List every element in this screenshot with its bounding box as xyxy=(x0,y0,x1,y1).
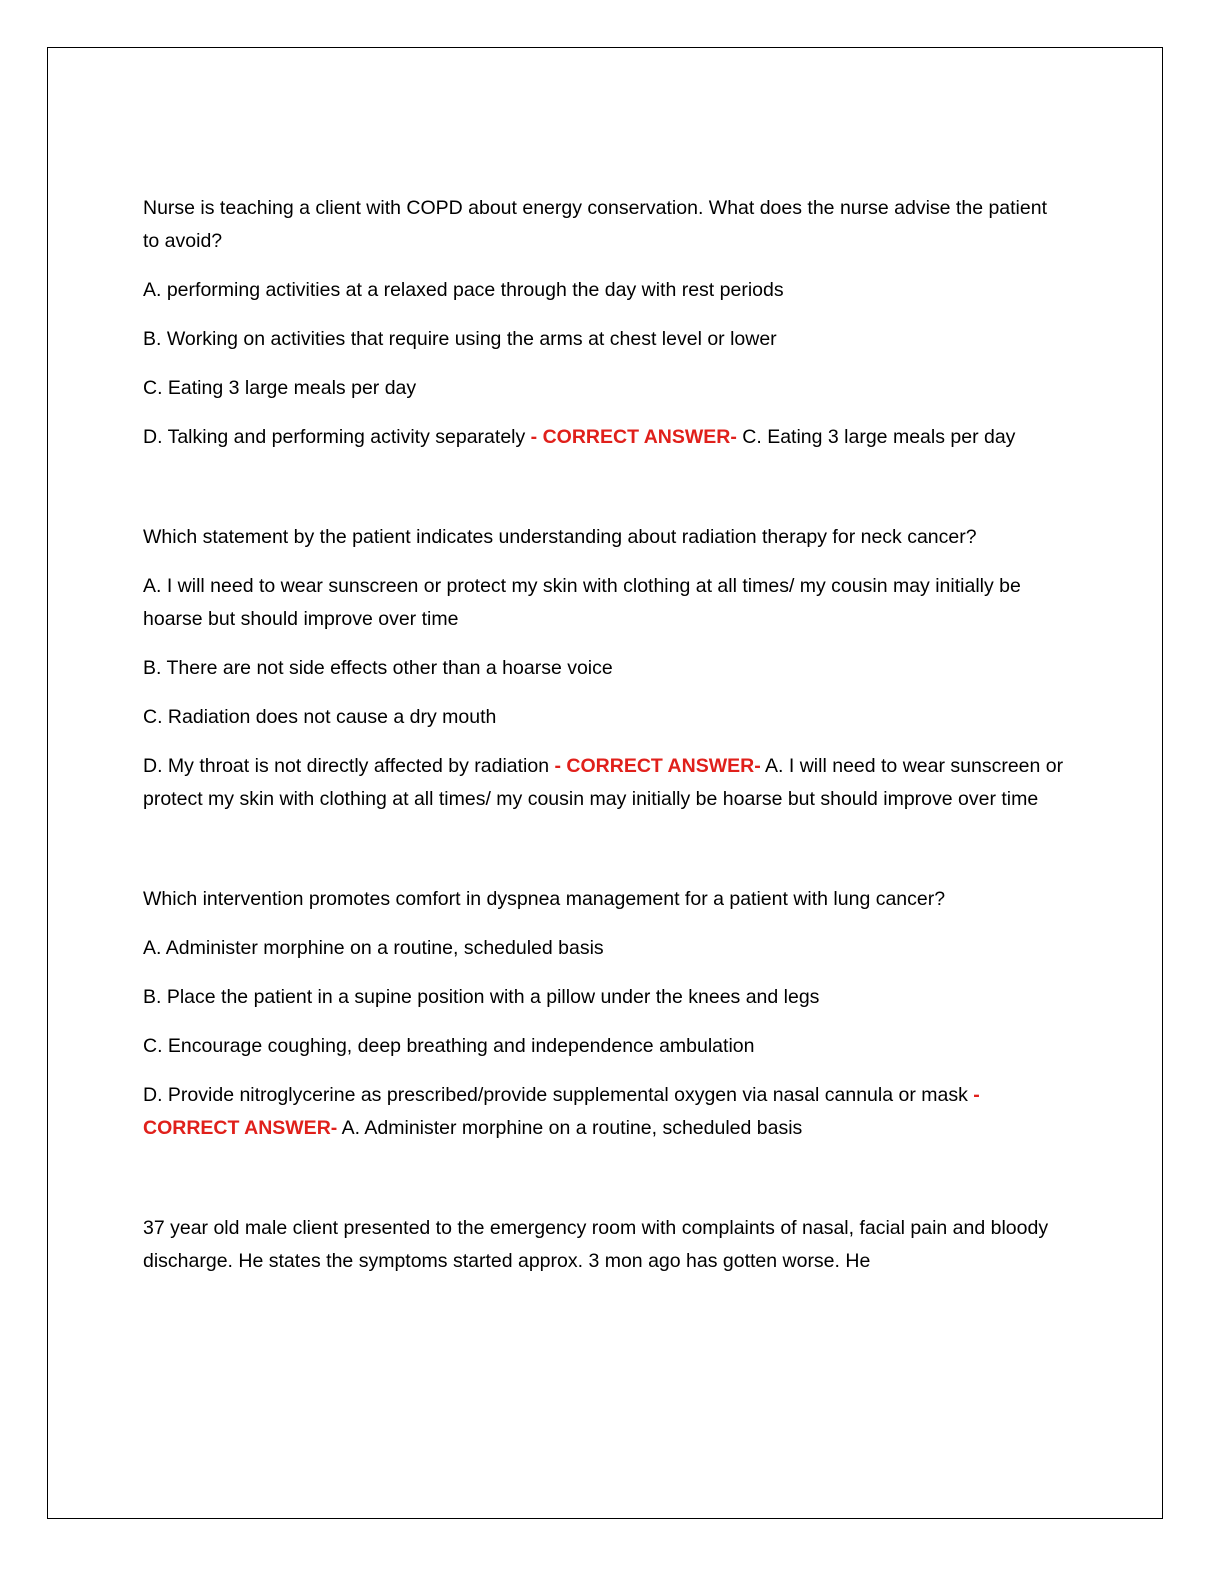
correct-answer-text: A. I will need to wear sunscreen or protect my skin with clothing at all times/ my cousin may initially be hoarse but should improve over time xyxy=(143,755,1064,810)
option-d-with-answer xyxy=(143,421,1068,454)
question-block-3 xyxy=(143,883,1068,1145)
question-text: 37 year old male client presented to the emergency room with complaints of nasal, facial pain and bloody discharge. He states the symptoms started approx. 3 mon ago has gotten worse. He xyxy=(143,1217,1049,1272)
option-d-with-answer xyxy=(143,1079,1068,1145)
correct-answer-text: C. Eating 3 large meals per day xyxy=(742,426,1016,448)
option-c: C. Encourage coughing, deep breathing and independence ambulation xyxy=(143,1035,755,1057)
option-b: B. There are not side effects other than a hoarse voice xyxy=(143,657,613,679)
question-separator xyxy=(143,1145,1068,1212)
option-b: B. Place the patient in a supine position with a pillow under the knees and legs xyxy=(143,986,820,1008)
option-c: C. Eating 3 large meals per day xyxy=(143,377,417,399)
option-c: C. Radiation does not cause a dry mouth xyxy=(143,706,497,728)
correct-answer-label: - CORRECT ANSWER- xyxy=(530,426,737,448)
question-text: Which intervention promotes comfort in dyspnea management for a patient with lung cancer? xyxy=(143,888,946,910)
option-d: D. My throat is not directly affected by radiation xyxy=(143,755,550,777)
document-content xyxy=(143,192,1068,1294)
option-a: A. performing activities at a relaxed pace through the day with rest periods xyxy=(143,279,784,301)
option-d: D. Talking and performing activity separately xyxy=(143,426,526,448)
option-a: A. Administer morphine on a routine, scheduled basis xyxy=(143,937,604,959)
correct-answer-label: - CORRECT ANSWER- xyxy=(143,1084,980,1139)
correct-answer-label: - CORRECT ANSWER- xyxy=(554,755,761,777)
question-text: Which statement by the patient indicates understanding about radiation therapy for neck cancer? xyxy=(143,526,977,548)
option-d: D. Provide nitroglycerine as prescribed/provide supplemental oxygen via nasal cannula or mask xyxy=(143,1084,968,1106)
question-text: Nurse is teaching a client with COPD about energy conservation. What does the nurse advise the patient to avoid? xyxy=(143,197,1047,252)
option-a: A. I will need to wear sunscreen or protect my skin with clothing at all times/ my cousin may initially be hoarse but should improve over time xyxy=(143,575,1021,630)
correct-answer-text: A. Administer morphine on a routine, scheduled basis xyxy=(341,1117,803,1139)
option-b: B. Working on activities that require using the arms at chest level or lower xyxy=(143,328,777,350)
question-block-1 xyxy=(143,192,1068,454)
option-d-with-answer xyxy=(143,750,1068,816)
question-separator xyxy=(143,816,1068,883)
question-separator xyxy=(143,454,1068,521)
question-block-2 xyxy=(143,521,1068,816)
question-block-4 xyxy=(143,1212,1068,1278)
